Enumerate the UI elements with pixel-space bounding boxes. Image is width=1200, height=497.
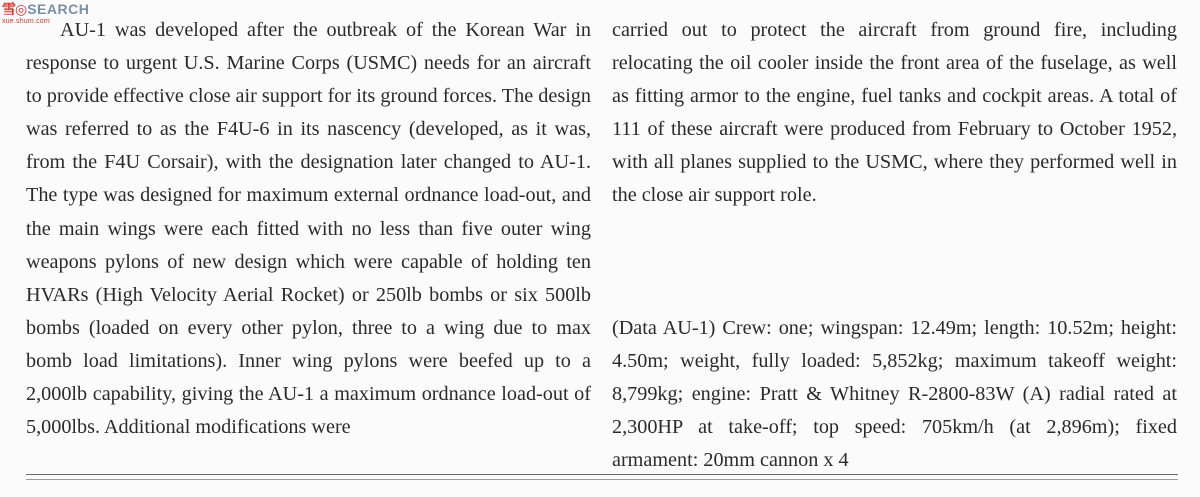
watermark-glyph: 雪◎ [2, 1, 27, 17]
bottom-rule-secondary [26, 479, 1178, 480]
watermark-text: SEARCH [27, 1, 90, 17]
left-text-column [26, 14, 591, 444]
specifications-paragraph: (Data AU-1) Crew: one; wingspan: 12.49m; length: 10.52m; height: 4.50m; weight, fully loaded: 5,852kg; maximum takeoff weight: 8,799kg; engine: Pratt & Whitney R-2800-83W (A) radial rated at 2,300HP at take-off; top speed: 705km/h (at 2,896m); fixed armament: 20mm cannon x 4 [612, 316, 1177, 471]
watermark-logo [2, 2, 89, 25]
watermark-url: xue.shum.com [2, 18, 50, 25]
right-paragraph: carried out to protect the aircraft from ground fire, including relocating the oil cooler inside the front area of the fuselage, as well as fitting armor to the engine, fuel tanks and cockpit areas. A total of 111 of these aircraft were produced from February to October 1952, with all planes supplied to the USMC, where they performed well in the close air support role. [612, 19, 1177, 207]
right-text-column [612, 14, 1177, 477]
left-paragraph: AU-1 was developed after the outbreak of the Korean War in response to urgent U.S. Marine Corps (USMC) needs for an aircraft to provide effective close air support for its ground forces. The design was referred to as the F4U-6 in its nascency (developed, as it was, from the F4U Corsair), with the designation later changed to AU-1. The type was designed for maximum external ordnance load-out, and the main wings were each fitted with no less than five outer wing weapons pylons of new design which were capable of holding ten HVARs (High Velocity Aerial Rocket) or 250lb bombs or six 500lb bombs (loaded on every other pylon, three to a wing due to max bomb load limitations). Inner wing pylons were beefed up to a 2,000lb capability, giving the AU-1 a maximum ordnance load-out of 5,000lbs. Additional modifications were [26, 19, 591, 439]
bottom-rule [26, 474, 1178, 475]
